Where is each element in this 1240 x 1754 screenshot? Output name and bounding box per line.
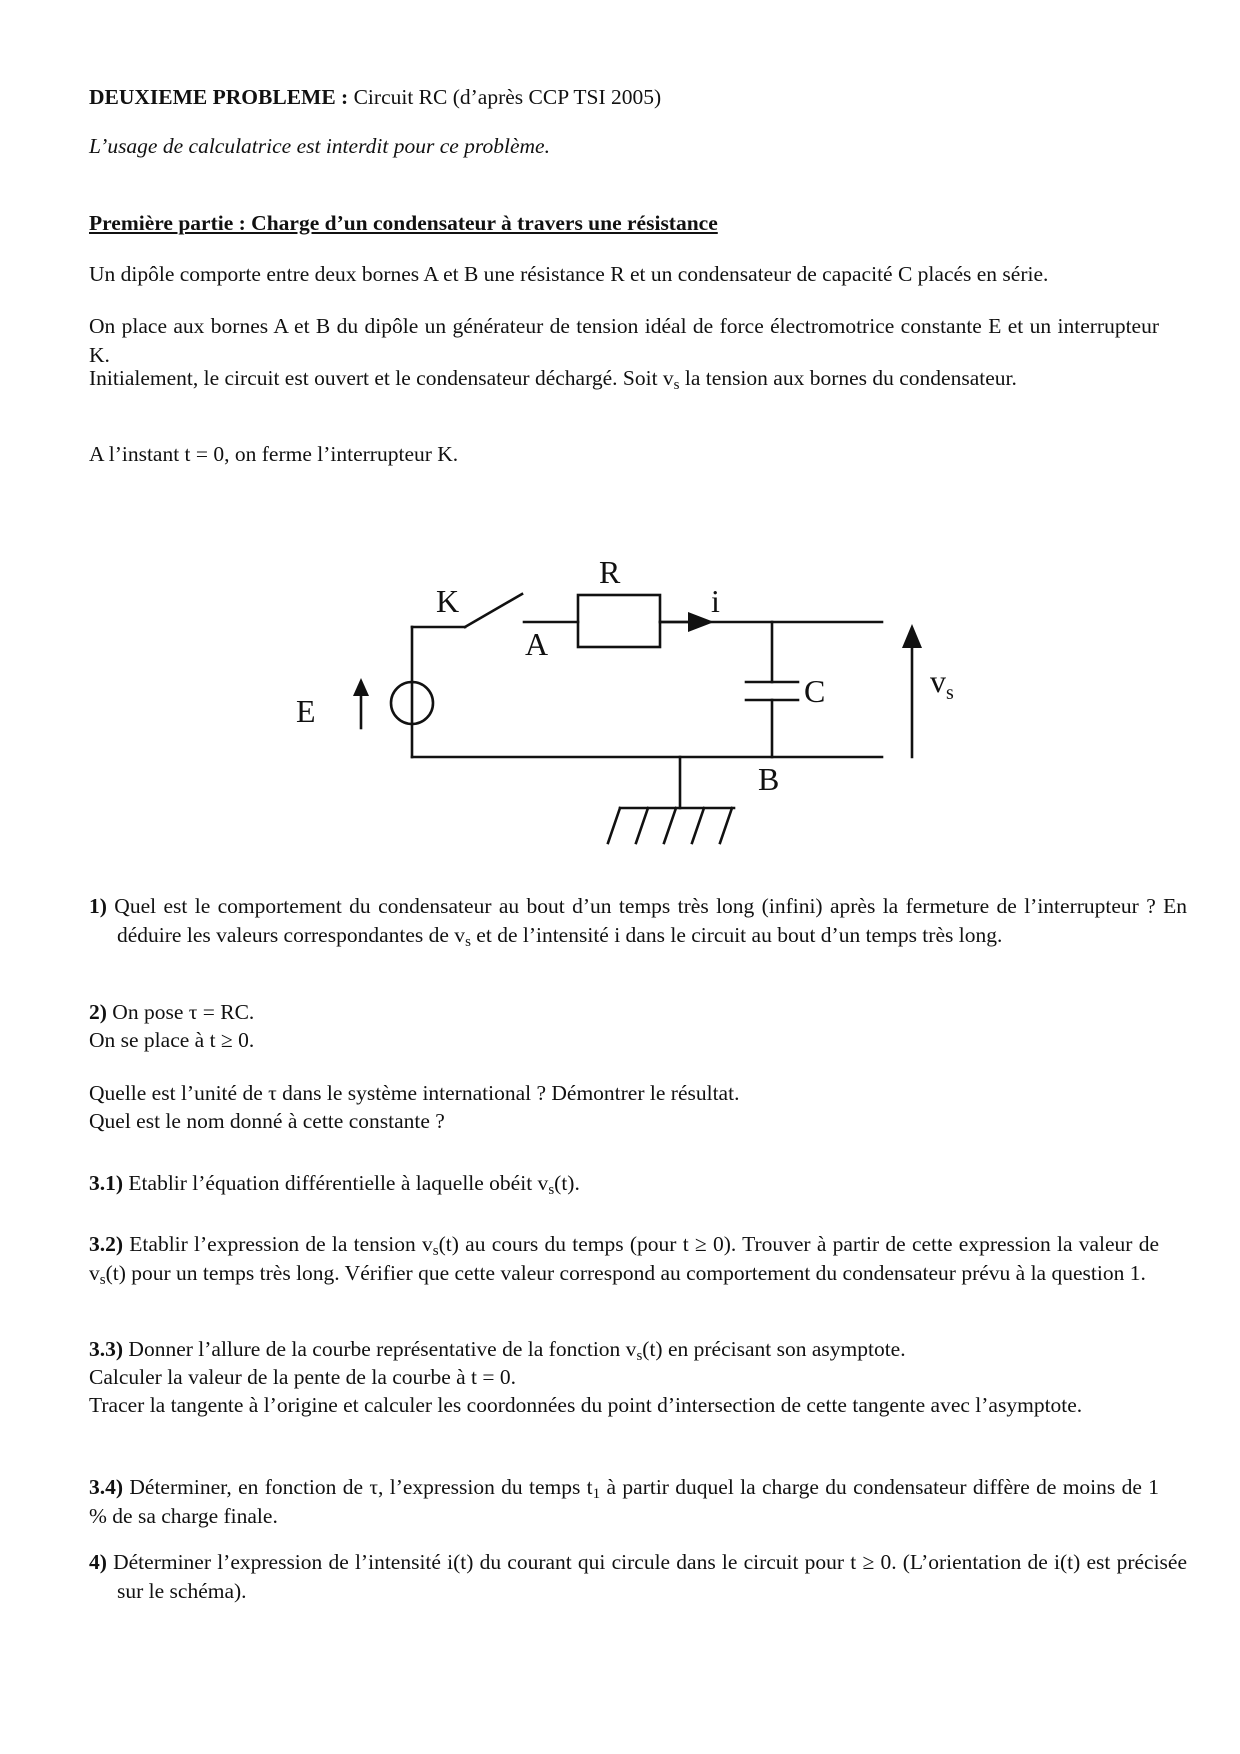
label-vs-v: v <box>930 663 946 699</box>
q1-number: 1) <box>89 894 107 918</box>
q32-text-b: (t) au cours du temps (pour t ≥ 0). Trouver à partir de cette expression la valeur de v <box>89 1232 1159 1285</box>
intro-p3-b: la tension aux bornes du condensateur. <box>679 366 1017 390</box>
question-4 <box>89 1548 1187 1606</box>
q1-sub: s <box>465 933 471 950</box>
q33-number: 3.3) <box>89 1337 124 1361</box>
q34-number: 3.4) <box>89 1475 124 1499</box>
q34-sub: 1 <box>592 1485 601 1502</box>
part-title-text: Première partie : Charge d’un condensateur à travers une résistance <box>89 211 718 235</box>
question-3-1 <box>89 1169 1159 1198</box>
question-2-line-2: On se place à t ≥ 0. <box>89 1028 255 1052</box>
intro-p3-sub: s <box>673 376 680 393</box>
problem-label: DEUXIEME PROBLEME : <box>89 85 349 109</box>
q33-text-b: (t) en précisant son asymptote. <box>642 1337 906 1361</box>
label-e: E <box>296 693 316 729</box>
q31-sub: s <box>548 1181 555 1198</box>
question-3-4 <box>89 1473 1159 1531</box>
vs-arrow-head <box>902 624 922 648</box>
intro-p3-a: Initialement, le circuit est ouvert et le condensateur déchargé. Soit v <box>89 366 674 390</box>
emf-arrow-head <box>353 678 369 696</box>
intro-paragraph-2: On place aux bornes A et B du dipôle un générateur de tension idéal de force électromotrice constante E et un interrupteur K. <box>89 314 1159 367</box>
ground-hatch-5 <box>720 808 732 843</box>
problem-title: Circuit RC (d’après CCP TSI 2005) <box>348 85 662 109</box>
q4-number: 4) <box>89 1550 107 1574</box>
q32-sub-2: s <box>99 1271 106 1288</box>
q34-text-a: Déterminer, en fonction de τ, l’expression du temps t <box>123 1475 593 1499</box>
intro-paragraph-1: Un dipôle comporte entre deux bornes A et B une résistance R et un condensateur de capacité C placés en série. <box>89 262 1049 286</box>
question-1 <box>89 892 1187 950</box>
q2-line-1: On pose τ = RC. <box>106 1000 255 1024</box>
switch-k-symbol <box>465 594 522 627</box>
q32-number: 3.2) <box>89 1232 124 1256</box>
q4-text: Déterminer l’expression de l’intensité i(t) du courant qui circule dans le circuit pour t ≥ 0. (L’orientation de i(t) est précisée sur le schéma). <box>106 1550 1187 1603</box>
q32-sub-1: s <box>432 1242 439 1259</box>
ground-hatch-1 <box>608 808 620 843</box>
ground-hatch-4 <box>692 808 704 843</box>
label-k: K <box>436 583 460 619</box>
question-3-2 <box>89 1230 1159 1288</box>
q33-sub: s <box>636 1347 643 1364</box>
label-vs-sub: s <box>946 682 954 704</box>
question-3-3-line-3: Tracer la tangente à l’origine et calculer les coordonnées du point d’intersection de cette tangente avec l’asymptote. <box>89 1393 1083 1417</box>
q32-text-c: (t) pour un temps très long. Vérifier que cette valeur correspond au comportement du condensateur prévu à la question 1. <box>105 1261 1146 1285</box>
question-2-line-3: Quelle est l’unité de τ dans le système international ? Démontrer le résultat. <box>89 1081 740 1105</box>
q33-text-a: Donner l’allure de la courbe représentative de la fonction v <box>123 1337 637 1361</box>
q31-text-b: (t). <box>554 1171 580 1195</box>
q32-text-a: Etablir l’expression de la tension v <box>123 1232 433 1256</box>
ground-hatch-2 <box>636 808 648 843</box>
intro-paragraph-4: A l’instant t = 0, on ferme l’interrupteur K. <box>89 442 459 466</box>
q31-number: 3.1) <box>89 1171 124 1195</box>
q1-text-b: et de l’intensité i dans le circuit au bout d’un temps très long. <box>470 923 1003 947</box>
label-b: B <box>758 761 780 797</box>
label-vs <box>930 663 954 704</box>
resistor-symbol <box>578 595 660 647</box>
calculator-note: L’usage de calculatrice est interdit pour ce problème. <box>89 134 550 158</box>
label-i: i <box>711 583 720 619</box>
label-a: A <box>525 626 549 662</box>
q1-text-a: Quel est le comportement du condensateur au bout d’un temps très long (infini) après la fermeture de l’interrupteur ? En déduire les valeurs correspondantes de v <box>106 894 1187 947</box>
q2-number: 2) <box>89 1000 107 1024</box>
label-c: C <box>804 673 826 709</box>
q31-text-a: Etablir l’équation différentielle à laquelle obéit v <box>123 1171 549 1195</box>
ground-hatch-3 <box>664 808 676 843</box>
question-2-line-1 <box>89 998 1159 1027</box>
question-2-line-4: Quel est le nom donné à cette constante ? <box>89 1109 445 1133</box>
label-r: R <box>599 554 621 590</box>
question-3-3-line-1 <box>89 1335 1159 1364</box>
rc-circuit-diagram <box>0 0 1240 870</box>
question-3-3-line-2: Calculer la valeur de la pente de la courbe à t = 0. <box>89 1365 516 1389</box>
q34-text-b: à partir duquel la charge du condensateur diffère de moins de 1 % de sa charge finale. <box>89 1475 1159 1528</box>
